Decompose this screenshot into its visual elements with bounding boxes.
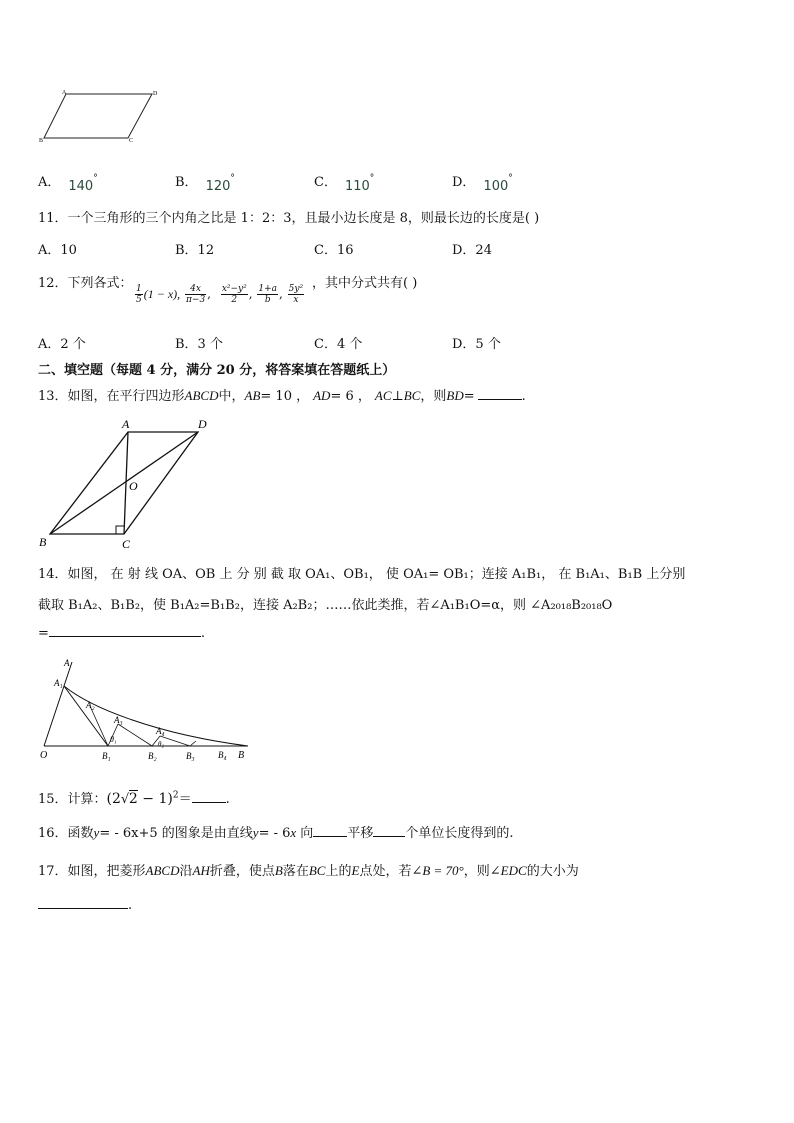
q10-option-c: C． 110° — [314, 173, 375, 194]
q14-label-b: B — [238, 750, 245, 761]
q12-option-d: D．5 个 — [452, 337, 501, 352]
q10-option-b: B． 120° — [175, 173, 235, 194]
q17-text: 17．如图，把菱形ABCD沿AH折叠，使点B落在BC上的E点处，若∠B = 70°，则∠EDC的大小为 — [38, 863, 579, 879]
q14-label-theta1: θ₁ — [110, 735, 117, 744]
q14-ray-figure — [36, 656, 256, 768]
q14-label-a1: A₁ — [54, 678, 63, 688]
q11-text: 11．一个三角形的三个内角之比是 1：2：3，且最小边长度是 8，则最长边的长度是( ) — [38, 211, 540, 226]
section-fill-in-header: 二、填空题（每题 4 分，满分 20 分，将答案填在答题纸上） — [38, 363, 396, 378]
q16-text: 16．函数y= - 6x+5 的图象是由直线y= - 6x 向 平移 个单位长度得到的. — [38, 825, 514, 841]
q11-option-a: A．10 — [38, 243, 77, 258]
q13-label-a: A — [122, 417, 130, 431]
q14-line1: 14．如图， 在 射 线 OA、OB 上 分 别 截 取 OA₁、OB₁， 使 OA₁= OB₁；连接 A₁B₁， 在 B₁A₁、B₁B 上分别 — [38, 567, 686, 582]
q15-text: 15．计算：$(2√2 - 1)^2=$ . — [38, 790, 230, 807]
q14-answer-blank — [49, 624, 201, 637]
q12-expression-list: $\frac{1}{5}$ (1 − x), $\frac{4x}{\pi-3}$ , $\frac{\text{x²−y²}}{2}$ , $\frac{1+a}{b}$ , $\frac{\text{5y²}}{x}$ — [136, 284, 304, 305]
q11-option-d: D．24 — [452, 243, 492, 258]
q14-label-theta2: θ₂ — [158, 740, 164, 748]
q14-label-a3: A₃ — [114, 715, 123, 725]
q11-option-b: B．12 — [175, 243, 215, 258]
q14-label-a4: A₄ — [156, 726, 165, 736]
q13-label-d: D — [198, 417, 207, 431]
q10-label-c: C — [129, 138, 134, 144]
q14-label-o: O — [40, 750, 48, 761]
q14-label-a2: A₂ — [86, 700, 95, 710]
q11-option-c: C．16 — [314, 243, 354, 258]
q10-parallelogram-figure — [36, 86, 166, 146]
q10-label-d: D — [153, 91, 158, 97]
q17-answer-line: . — [38, 896, 132, 913]
q17-answer-blank — [38, 896, 128, 909]
q12-expr1: (1 − x), — [143, 287, 181, 301]
q14-label-a: A — [64, 658, 70, 668]
q10-option-a: A． 140° — [38, 173, 98, 194]
q13-answer-blank — [478, 387, 522, 400]
q14-line2: 截取 B₁A₂、B₁B₂，使 B₁A₂=B₁B₂，连接 A₂B₂；……依此类推，若∠A₁B₁O=α，则 ∠A₂₀₁₈B₂₀₁₈O — [38, 598, 613, 613]
q10-label-b: B — [39, 138, 44, 144]
q13-label-c: C — [122, 537, 131, 551]
q12-option-a: A．2 个 — [38, 337, 86, 352]
q16-blank-direction — [313, 824, 347, 837]
q12-option-b: B．3 个 — [175, 337, 223, 352]
q14-line3: = . — [38, 626, 206, 641]
q12-prefix: 12．下列各式： — [38, 276, 133, 291]
q13-parallelogram-figure — [36, 416, 226, 552]
q12-suffix: ，其中分式共有( ) — [312, 276, 418, 291]
q16-blank-units — [373, 824, 405, 837]
q13-text: 13．如图，在平行四边形ABCD中，AB= 10 ， AD= 6 ， AC⊥BC，则BD= . — [38, 388, 526, 404]
q14-label-b1: B₁ — [102, 751, 111, 761]
q12-option-c: C．4 个 — [314, 337, 363, 352]
q10-label-a: A — [62, 90, 67, 96]
q13-label-b: B — [39, 535, 47, 549]
q14-label-b3: B₃ — [186, 751, 195, 761]
q14-label-b4: B₄ — [218, 750, 227, 760]
q14-label-b2: B₂ — [148, 751, 157, 761]
q15-answer-blank — [192, 790, 226, 803]
q13-label-o: O — [129, 479, 138, 493]
q10-option-d: D． 100° — [452, 173, 513, 194]
